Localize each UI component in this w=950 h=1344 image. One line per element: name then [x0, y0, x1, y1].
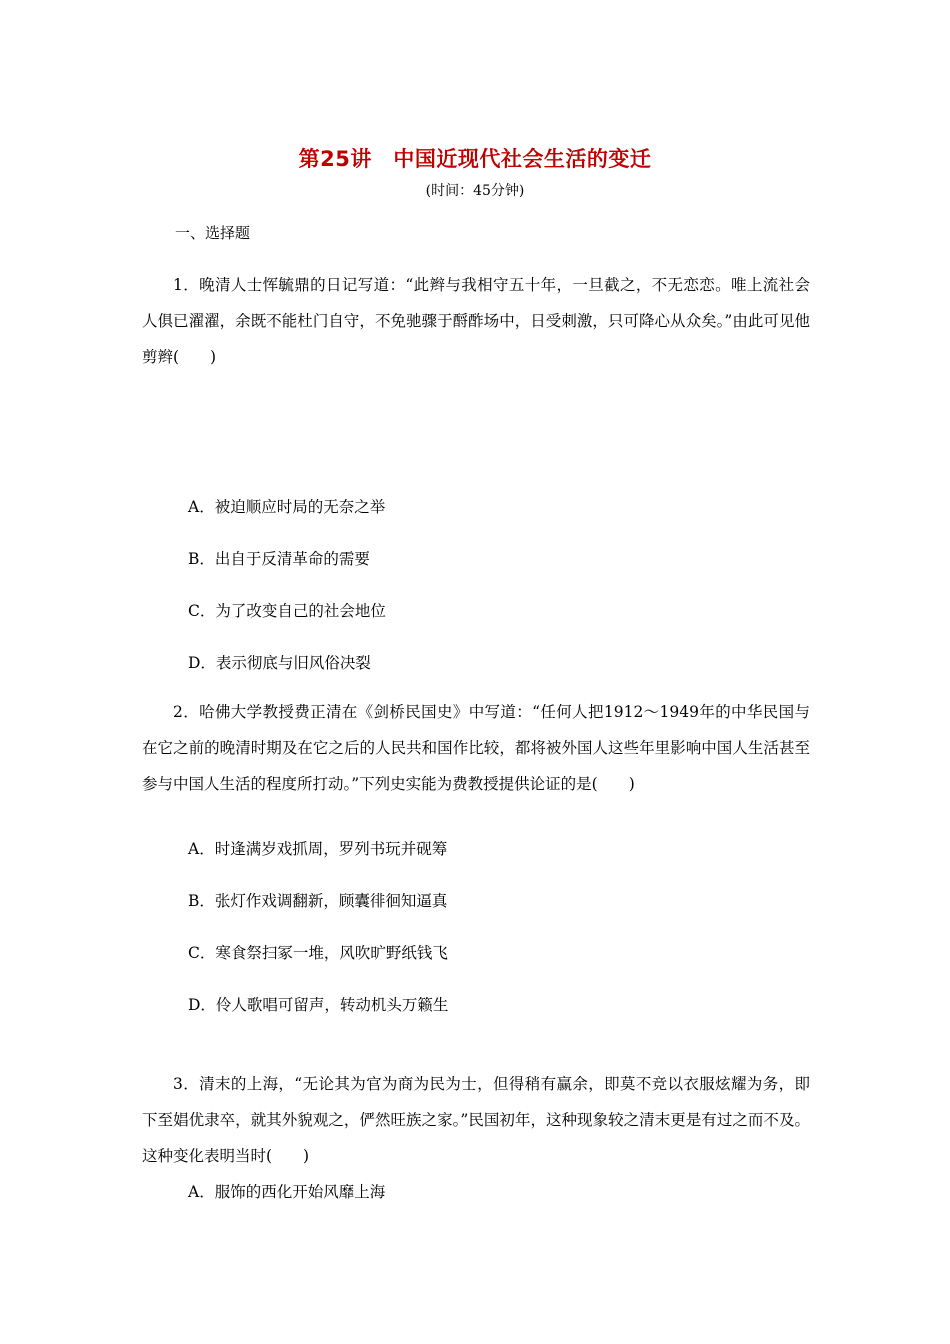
time-limit: (时间：45分钟) — [425, 183, 525, 199]
question-1-option-a: A．被迫顺应时局的无奈之举 — [188, 498, 386, 516]
question-2-option-b: B．张灯作戏调翻新，顾囊徘徊知逼真 — [188, 892, 448, 910]
section-heading: 一、选择题 — [175, 224, 251, 242]
question-1-stem: 1．晚清人士恽毓鼎的日记写道：“此辫与我相守五十年，一旦截之，不无恋恋。唯上流社会人俱已濯濯，余既不能杜门自守，不免驰骤于酹酢场中，日受刺激，只可降心从众矣。”由此可见他剪辫( ) — [142, 276, 810, 366]
page-title: 第25讲 中国近现代社会生活的变迁 — [298, 147, 652, 171]
question-2-option-d: D．伶人歌唱可留声，转动机头万籁生 — [188, 996, 449, 1014]
question-2-stem: 2．哈佛大学教授费正清在《剑桥民国史》中写道：“任何人把1912～1949年的中华民国与在它之前的晚清时期及在它之后的人民共和国作比较，都将被外国人这些年里影响中国人生活甚至参与中国人生活的程度所打动。”下列史实能为费教授提供论证的是( ) — [142, 703, 810, 793]
question-3-stem: 3．清末的上海，“无论其为官为商为民为士，但得稍有赢余，即莫不竞以衣服炫耀为务，即下至娼优隶卒，就其外貌观之，俨然旺族之家。”民国初年，这种现象较之清末更是有过之而不及。这种变化表明当时( ) — [142, 1075, 810, 1165]
question-2-option-a: A．时逢满岁戏抓周，罗列书玩并砚筹 — [188, 840, 448, 858]
question-2-option-c: C．寒食祭扫冢一堆，风吹旷野纸钱飞 — [188, 944, 448, 962]
question-1-option-b: B．出自于反清革命的需要 — [188, 550, 370, 568]
question-3-option-a: A．服饰的西化开始风靡上海 — [188, 1183, 386, 1201]
question-1-option-c: C．为了改变自己的社会地位 — [188, 602, 386, 620]
question-1-option-d: D．表示彻底与旧风俗决裂 — [188, 654, 371, 672]
